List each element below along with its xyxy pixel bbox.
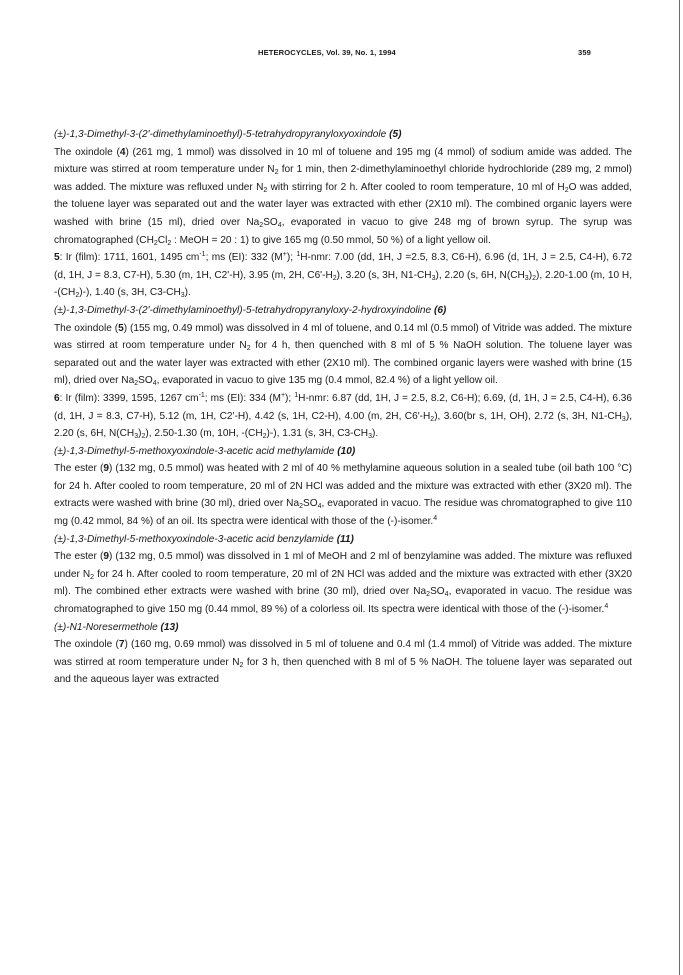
journal-citation: HETEROCYCLES, Vol. 39, No. 1, 1994 (258, 48, 396, 57)
compound-title: (±)-1,3-Dimethyl-5-methoxyoxindole-3-acetic acid benzylamide (54, 533, 334, 545)
procedure-11: The ester (9) (132 mg, 0.5 mmol) was dissolved in 1 ml of MeOH and 2 ml of benzylamine was added. The mixture was refluxed under $N_2$ for 24 h. After cooled to room temperature, 20 ml of 2N HCl was added and the mixture was extracted with ether (3X20 ml). The combined ether extracts were washed with brine (30 ml), dried over $Na_2SO_4$, evaporated in vacuo. The residue was chromatographed to give 150 mg (0.44 mmol, 89 %) of a colorless oil. Its spectra were identical with those of the (-)-isomer.$^4$ (54, 551, 633, 616)
spectral-data-6: 6: Ir (film): 3399, 1595, 1267 $cm^{-1}$; ms (EI): 334 (M+); $^1$H-nmr: 6.87 (dd, 1H, J = 2.5, 8.2, C6-H); 6.69, (d, 1H, J = 2.5, C4-H), 6.36 (d, 1H, J = 8.3, C7-H), 5.12 (m, 1H, C2'-H), 4.42 (s, 1H, C2-H), 4.00 (m, 2H, $C6'-H_2$), 3.60(br s, 1H, OH), 2.72 (s, 3H, $N1-CH_3$), 2.20 (s, 6H, $N(CH_3)_2$), 2.50-1.30 (m, 10H, $-(CH_2)-$), 1.31 (s, 3H, $C3-CH_3$). (54, 391, 632, 441)
compound-title: (±)-1,3-Dimethyl-3-(2'-dimethylaminoethyl)-5-tetrahydropyranyloxyoxindole (54, 129, 387, 140)
page-number: 359 (578, 48, 591, 57)
compound-number: (6) (433, 304, 447, 316)
compound-number: (10) (337, 445, 356, 457)
compound-heading-10 (54, 443, 632, 461)
compound-number: (5) (389, 129, 402, 140)
compound-title: (±)-1,3-Dimethyl-3-(2'-dimethylaminoethyl)-5-tetrahydropyranyloxy-2-hydroxyindoline (54, 304, 432, 316)
compound-number: (13) (160, 621, 179, 633)
experimental-text (54, 126, 632, 689)
compound-title: (±)-1,3-Dimethyl-5-methoxyoxindole-3-acetic acid methylamide (54, 445, 335, 457)
compound-heading-5 (54, 126, 632, 144)
scan-edge-line (679, 0, 680, 975)
procedure-13: The oxindole (7) (160 mg, 0.69 mmol) was dissolved in 5 ml of toluene and 0.4 ml (1.4 mmol) of Vitride was added. The mixture was stirred at room temperature under $N_2$ for 3 h, then quenched with 8 ml of 5 % NaOH. The toluene layer was separated out and the aqueous layer was extracted (54, 639, 633, 686)
running-header (0, 48, 683, 62)
procedure-10: The ester (9) (132 mg, 0.5 mmol) was heated with 2 ml of 40 % methylamine aqueous solution in a sealed tube (oil bath 100 °C) for 24 h. After cooled to room temperature, 20 ml of 2N HCl was added and the mixture was extracted with ether (3X20 ml). The extracts were washed with brine (30 ml), dried over $Na_2SO_4$, evaporated in vacuo. The residue was chromatographed to give 110 mg (0.42 mmol, 84 %) of an oil. Its spectra were identical with those of the (-)-isomer.$^4$ (54, 463, 632, 528)
compound-heading-11 (54, 531, 632, 549)
compound-heading-6 (54, 302, 632, 320)
compound-number: (11) (336, 533, 354, 545)
procedure-5: The oxindole (4) (261 mg, 1 mmol) was dissolved in 10 ml of toluene and 195 mg (4 mmol) of sodium amide was added. The mixture was stirred at room temperature under $N_2$ for 1 min, then 2-dimethylaminoethyl chloride hydrochloride (289 mg, 2 mmol) was added. The mixture was refluxed under $N_2$ with stirring for 2 h. After cooled to room temperature, 10 ml of $H_2O$ was added, the toluene layer was separated out and the water layer was extracted with ether (2X10 ml). The combined organic layers were washed with brine (15 ml), dried over $Na_2SO_4$, evaporated in vacuo to give 248 mg of brown syrup. The syrup was chromatographed ($CH_2Cl_2$ : MeOH = 20 : 1) to give 165 mg (0.50 mmol, 50 %) of a light yellow oil. (54, 146, 632, 247)
compound-title: (±)-N1-Noresermethole (54, 621, 158, 633)
procedure-6: The oxindole (5) (155 mg, 0.49 mmol) was dissolved in 4 ml of toluene, and 0.14 ml (0.5 mmol) of Vitride was added. The mixture was stirred at room temperature under $N_2$ for 4 h, then quenched with 8 ml of 5 % NaOH solution. The toluene layer was separated out and the water layer was extracted with ether (2X10 ml). The combined organic layers were washed with brine (15 ml), dried over $Na_2SO_4$, evaporated in vacuo to give 135 mg (0.4 mmol, 82.4 %) of a light yellow oil. (54, 322, 632, 388)
spectral-data-5: 5: Ir (film): 1711, 1601, 1495 $cm^{-1}$; ms (EI): 332 (M+); $^1$H-nmr: 7.00 (dd, 1H, J =2.5, 8.3, C6-H), 6.96 (d, 1H, J = 2.5, C4-H), 6.72 (d, 1H, J = 8.3, C7-H), 5.30 (m, 1H, C2'-H), 3.95 (m, 2H, $C6'-H_2$), 3.20 (s, 3H, $N1-CH_3$), 2.20 (s, 6H, $N(CH_3)_2$), 2.20-1.00 (m, 10 H, $-(CH_2)-$), 1.40 (s, 3H, $C3-CH_3$). (54, 251, 633, 300)
compound-heading-13 (54, 619, 632, 637)
